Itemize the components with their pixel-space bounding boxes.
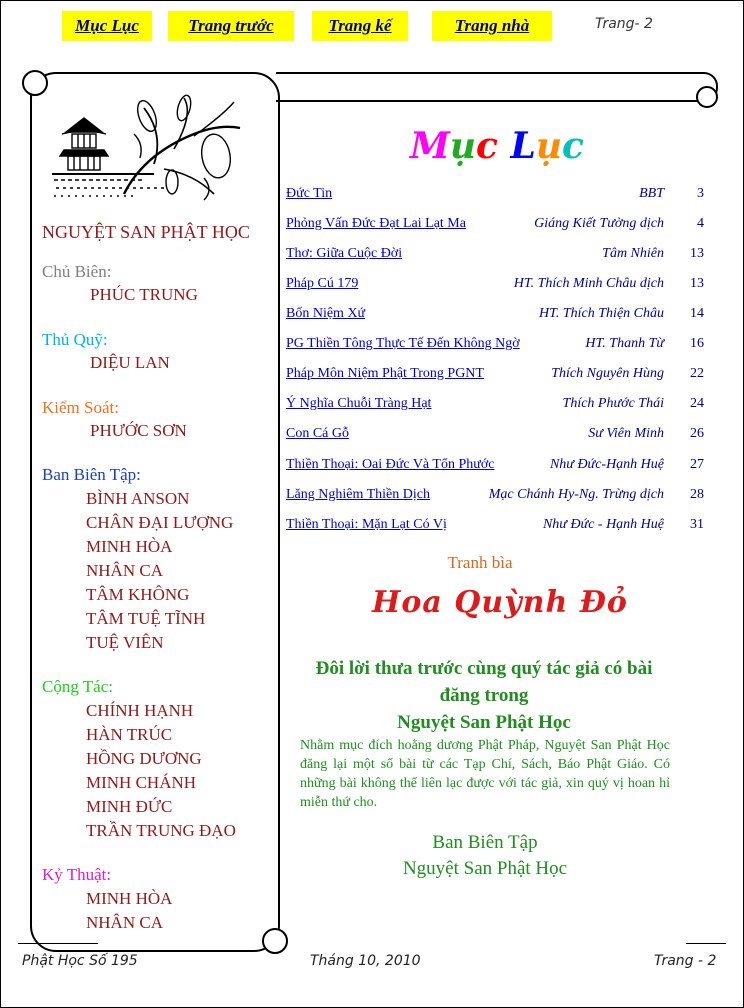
cover-label: Tranh bìa bbox=[447, 553, 513, 572]
nav-muc-luc-button[interactable]: Mục Lục bbox=[62, 11, 152, 41]
toc-link[interactable]: Phỏng Vấn Đức Đạt Lai Lạt Ma bbox=[286, 216, 466, 231]
toc-link[interactable]: Đức Tin bbox=[286, 186, 333, 201]
role-chu-bien: Chủ Biên: bbox=[42, 262, 112, 281]
toc-title-letter: c bbox=[476, 125, 498, 167]
staff-name: TUỆ VIÊN bbox=[86, 633, 164, 652]
staff-name: CHÂN ĐẠI LƯỢNG bbox=[86, 513, 234, 532]
staff-name: PHÚC TRUNG bbox=[90, 285, 198, 304]
nav-trang-nha-button[interactable]: Trang nhà bbox=[432, 11, 552, 41]
toc-page: 13 bbox=[690, 246, 704, 261]
toc-entry bbox=[286, 216, 704, 238]
footer-divider bbox=[18, 943, 98, 944]
role-thu-quy: Thủ Quỹ: bbox=[42, 330, 108, 349]
toc-author: Như Đức - Hạnh Huệ bbox=[542, 517, 664, 532]
staff-name: MINH HÒA bbox=[86, 537, 173, 556]
toc-entry bbox=[286, 306, 704, 328]
toc-entry bbox=[286, 487, 704, 509]
toc-author: Mạc Chánh Hy-Ng. Trừng dịch bbox=[488, 487, 664, 502]
toc-author: Giáng Kiết Tường dịch bbox=[534, 216, 664, 231]
footer-issue: Phật Học Số 195 bbox=[22, 953, 138, 969]
toc-link[interactable]: PG Thiền Tông Thực Tế Đến Không Ngờ bbox=[286, 336, 520, 351]
notice-signature-publication: Nguyệt San Phật Học bbox=[402, 858, 568, 879]
toc-link[interactable]: Bốn Niệm Xứ bbox=[286, 306, 366, 321]
toc-entry bbox=[286, 457, 704, 479]
staff-name: NHÂN CA bbox=[86, 913, 163, 932]
toc-author: HT. Thanh Từ bbox=[585, 336, 664, 351]
toc-entry bbox=[286, 186, 704, 208]
staff-name: MINH CHÁNH bbox=[86, 773, 197, 792]
toc-link[interactable]: Pháp Môn Niệm Phật Trong PGNT bbox=[286, 366, 484, 381]
footer-page: Trang - 2 bbox=[654, 953, 717, 969]
page-label: Trang- 2 bbox=[595, 16, 653, 32]
notice-signature: Ban Biên Tập bbox=[432, 832, 538, 853]
toc-link[interactable]: Ý Nghĩa Chuỗi Tràng Hạt bbox=[286, 396, 432, 411]
toc-author: Sư Viên Minh bbox=[588, 426, 664, 441]
pagoda-logo-icon bbox=[44, 94, 244, 204]
toc-link[interactable]: Thiền Thoại: Mặn Lạt Có Vị bbox=[286, 517, 447, 532]
toc-title-letter: c bbox=[562, 125, 584, 167]
toc-title-letter: M bbox=[410, 125, 450, 167]
notice-heading-line: Đôi lời thưa trước cùng quý tác giả có bài bbox=[315, 658, 653, 679]
masthead: NGUYỆT SAN PHẬT HỌC bbox=[42, 222, 250, 242]
toc-page: 24 bbox=[690, 396, 704, 411]
toc-link[interactable]: Thiền Thoại: Oai Đức Và Tổn Phước bbox=[286, 457, 495, 472]
toc-entry bbox=[286, 246, 704, 268]
staff-name: MINH ĐỨC bbox=[86, 797, 173, 816]
top-scroll-frame bbox=[276, 72, 718, 102]
toc-link[interactable]: Lăng Nghiêm Thiền Dịch bbox=[286, 487, 430, 502]
toc-title bbox=[410, 125, 584, 167]
toc-title-letter: L bbox=[510, 125, 536, 167]
toc-author: Như Đức-Hạnh Huệ bbox=[549, 457, 664, 472]
notice-heading-line: đăng trong bbox=[439, 685, 529, 706]
role-kiem-soat: Kiểm Soát: bbox=[42, 398, 119, 417]
toc-entry bbox=[286, 366, 704, 388]
footer-date: Tháng 10, 2010 bbox=[310, 953, 421, 969]
toc-entry bbox=[286, 426, 704, 448]
toc-page: 27 bbox=[690, 457, 704, 472]
toc-entry bbox=[286, 517, 704, 539]
toc-title-letter: ụ bbox=[449, 125, 477, 167]
toc-title-letter: ụ bbox=[535, 125, 563, 167]
staff-name: PHƯỚC SƠN bbox=[90, 421, 187, 440]
staff-name: DIỆU LAN bbox=[90, 353, 170, 372]
toc-page: 16 bbox=[690, 336, 704, 351]
toc-entry bbox=[286, 276, 704, 298]
toc-author: Thích Nguyên Hùng bbox=[551, 366, 664, 381]
footer-divider bbox=[686, 943, 726, 944]
staff-name: MINH HÒA bbox=[86, 889, 173, 908]
toc-page: 14 bbox=[690, 306, 704, 321]
role-ky-thuat: Kỷ Thuật: bbox=[42, 865, 112, 884]
staff-name: TÂM KHÔNG bbox=[86, 585, 190, 604]
toc-link[interactable]: Con Cá Gỗ bbox=[286, 426, 349, 441]
role-ban-bien-tap: Ban Biên Tập: bbox=[42, 465, 141, 484]
toc-page: 26 bbox=[690, 426, 704, 441]
toc-page: 31 bbox=[690, 517, 704, 532]
toc-author: Tâm Nhiên bbox=[602, 246, 664, 261]
notice-heading-line: Nguyệt San Phật Học bbox=[397, 712, 571, 733]
toc-page: 22 bbox=[690, 366, 704, 381]
staff-name: TÂM TUỆ TĨNH bbox=[86, 609, 206, 628]
nav-trang-ke-button[interactable]: Trang kế bbox=[312, 11, 408, 41]
toc-page: 3 bbox=[697, 186, 704, 201]
nav-trang-truoc-button[interactable]: Trang trước bbox=[168, 11, 294, 41]
notice-heading bbox=[298, 655, 670, 736]
staff-name: HỒNG DƯƠNG bbox=[86, 749, 202, 768]
staff-name: CHÍNH HẠNH bbox=[86, 701, 194, 720]
toc-page: 13 bbox=[690, 276, 704, 291]
toc-title-letter bbox=[498, 125, 511, 167]
cover-title: Hoa Quỳnh Đỏ bbox=[372, 585, 628, 620]
role-cong-tac: Cộng Tác: bbox=[42, 677, 113, 696]
toc-author: Thích Phước Thái bbox=[562, 396, 664, 411]
staff-name: BÌNH ANSON bbox=[86, 489, 190, 508]
toc-link[interactable]: Thơ: Giữa Cuộc Đời bbox=[286, 246, 403, 261]
toc-author: HT. Thích Minh Châu dịch bbox=[513, 276, 664, 291]
staff-name: HÀN TRÚC bbox=[86, 725, 173, 744]
toc-link[interactable]: Pháp Cú 179 bbox=[286, 276, 359, 291]
toc-page: 4 bbox=[697, 216, 704, 231]
toc-author: HT. Thích Thiện Châu bbox=[539, 306, 664, 321]
toc-entry bbox=[286, 396, 704, 418]
staff-name: TRẦN TRUNG ĐẠO bbox=[86, 821, 236, 840]
toc-entry bbox=[286, 336, 704, 358]
notice-body: Nhằm mục đích hoằng dương Phật Pháp, Nguyệt San Phật Học đăng lại một số bài từ các Tạp Chí, Sách, Báo Phật Giáo. Có những bài không thể liên lạc được với tác giả, xin quý vị hoan hỉ miễn thứ cho. bbox=[300, 738, 670, 810]
sidebar-scroll-frame bbox=[30, 72, 280, 952]
toc-page: 28 bbox=[690, 487, 704, 502]
staff-name: NHÂN CA bbox=[86, 561, 163, 580]
toc-author: BBT bbox=[639, 186, 664, 201]
